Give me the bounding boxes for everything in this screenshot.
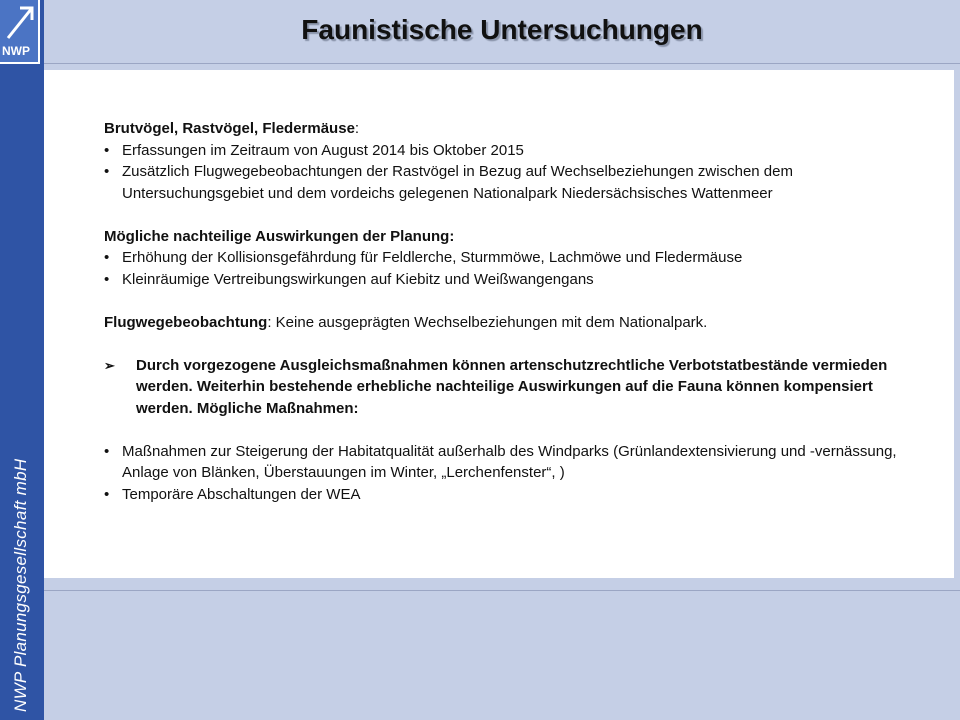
bullet-item: • Erfassungen im Zeitraum von August 2014 bis Oktober 2015 (104, 141, 524, 159)
bullet-item: • Maßnahmen zur Steigerung der Habitatqualität außerhalb des Windparks (Grünlandextensivierung und -vernässung, Anlage von Blänken, Überstauungen im Winter, „Lerchenfenster“, ) (104, 442, 897, 481)
logo-arrow-icon (6, 4, 34, 40)
footer-divider (44, 590, 960, 591)
bullet-item: • Kleinräumige Vertreibungswirkungen auf Kiebitz und Weißwangengans (104, 270, 594, 288)
logo-text: NWP (2, 44, 30, 58)
bullet-item: • Erhöhung der Kollisionsgefährdung für Feldlerche, Sturmmöwe, Lachmöwe und Fledermäuse (104, 249, 743, 266)
company-logo (0, 0, 40, 64)
section-impacts-heading: Mögliche nachteilige Auswirkungen der Planung: (104, 227, 455, 245)
conclusion-paragraph: ➢ Durch vorgezogene Ausgleichsmaßnahmen können artenschutzrechtliche Verbotstatbestände vermieden werden. Weiterhin bestehende erhebliche nachteilige Auswirkungen auf die Fauna können kompensiert werden. Mögliche Maßnahmen: (104, 355, 924, 420)
content-body (104, 118, 924, 505)
page-title: Faunistische Untersuchungen (301, 14, 703, 45)
bullet-item: • Zusätzlich Flugwegebeobachtungen der Rastvögel in Bezug auf Wechselbeziehungen zwischen dem Untersuchungsgebiet und dem vordeichs gelegenen Nationalpark Niedersächsisches Wattenmeer (104, 163, 793, 202)
company-name-vertical: NWP Planungsgesellschaft mbH (11, 458, 30, 712)
section-breeding-heading: Brutvögel, Rastvögel, Fledermäuse: (104, 120, 360, 137)
bullet-item: • Temporäre Abschaltungen der WEA (104, 485, 361, 503)
header-divider (44, 63, 960, 64)
arrow-bullet-icon: ➢ (104, 357, 115, 373)
sidebar (0, 0, 44, 720)
section-flight-observation: Flugwegebeobachtung: Keine ausgeprägten Wechselbeziehungen mit dem Nationalpark. (104, 313, 708, 331)
